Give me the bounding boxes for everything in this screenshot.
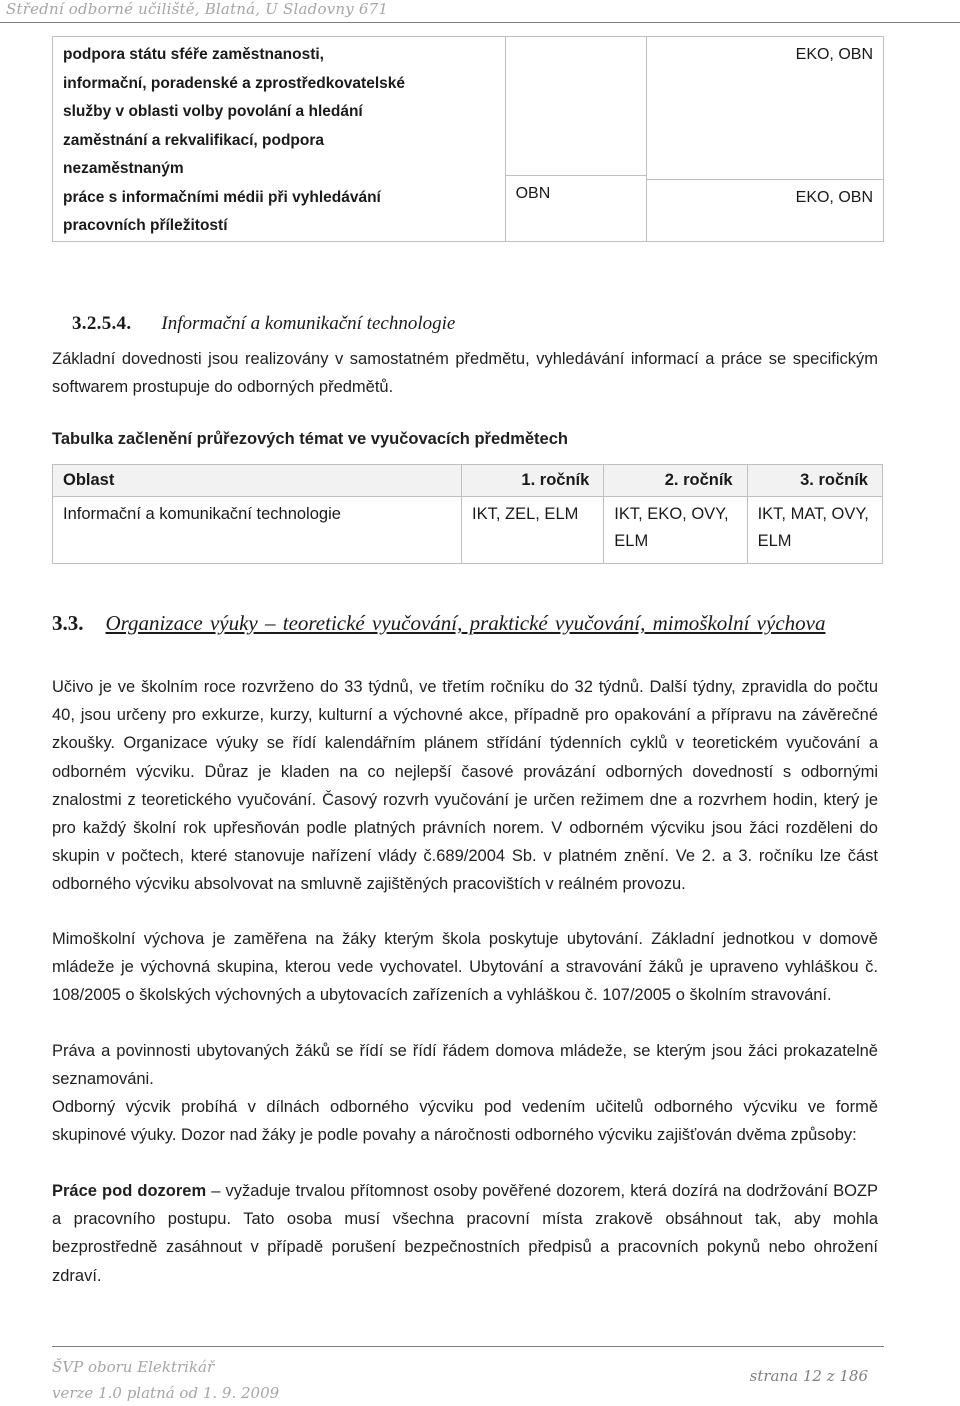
table-cell: Informační a komunikační technologie (53, 497, 462, 564)
section-number: 3.3. (52, 611, 84, 635)
section-title: Informační a komunikační technologie (161, 313, 456, 334)
paragraph-ict: Základní dovednosti jsou realizovány v samostatném předmětu, vyhledávání informací a práce se specifickým softwarem prostupuje do odborných předmětů. (52, 350, 878, 397)
table-header-cell: Oblast (53, 465, 462, 497)
table-top-mid-cell (505, 37, 646, 242)
table-top-r2c2: OBN (515, 185, 551, 202)
header-school-name: Střední odborné učiliště, Blatná, U Sladovny 671 (6, 0, 389, 18)
table-row (53, 497, 883, 564)
table-cell: IKT, ZEL, ELM (462, 497, 604, 564)
section-number: 3.2.5.4. (72, 313, 132, 334)
table-top-line: nezaměstnaným (63, 160, 184, 177)
table-top-line: podpora státu sféře zaměstnanosti, (63, 46, 324, 63)
supervision-term: Práce pod dozorem (52, 1182, 207, 1200)
table-themes (52, 464, 883, 564)
table-top-r2c3: EKO, OBN (795, 189, 873, 206)
table-top-left-cell (53, 37, 506, 242)
paragraph-rights: Práva a povinnosti ubytovaných žáků se řídí se řídí řádem domova mládeže, se kterým jsou žáci prokazatelně seznamováni. (52, 1042, 878, 1089)
page-header (0, 0, 960, 23)
footer-left (52, 1354, 279, 1406)
table-top-line: služby v oblasti volby povolání a hledání (63, 103, 363, 120)
table-header-cell: 2. ročník (604, 465, 747, 497)
section-heading-33 (52, 609, 884, 637)
table-header-row (53, 465, 883, 497)
paragraph-training: Odborný výcvik probíhá v dílnách odborného výcviku pod vedením učitelů odborného výcviku ve formě skupinové výuky. Dozor nad žáky je podle povahy a náročnosti odborného výcviku zajišťován dvěma způsoby: (52, 1098, 878, 1145)
paragraph-extracurricular: Mimoškolní výchova je zaměřena na žáky kterým škola poskytuje ubytování. Základní jednotkou v domově mládeže je výchovná skupina, kterou vede vychovatel. Ubytování a stravování žáků je upraveno vyhláškou č. 108/2005 o školských výchovných a ubytovacích zařízeních a vyhláškou č. 107/2005 o školním stravování. (52, 930, 878, 1005)
table-top-line: zaměstnání a rekvalifikací, podpora (63, 131, 325, 149)
footer-page-number: strana 12 z 186 (749, 1367, 868, 1385)
table-cell: IKT, EKO, OVY, ELM (604, 497, 747, 564)
table-top-line: pracovních příležitostí (63, 217, 228, 234)
table-top-line: informační, poradenské a zprostředkovatelské (63, 74, 405, 92)
table-caption: Tabulka začlenění průřezových témat ve vyučovacích předmětech (52, 430, 568, 448)
table-top-r1c3: EKO, OBN (647, 37, 883, 180)
footer-divider (52, 1346, 884, 1347)
table-top-right-cell (646, 37, 883, 242)
footer-program: ŠVP oboru Elektrikář (52, 1358, 215, 1376)
section-heading-3254 (72, 313, 455, 335)
table-top (52, 36, 884, 242)
table-cell: IKT, MAT, OVY, ELM (747, 497, 882, 564)
footer-version: verze 1.0 platná od 1. 9. 2009 (52, 1384, 280, 1402)
paragraph-supervision (52, 1177, 878, 1290)
table-header-cell: 1. ročník (462, 465, 604, 497)
paragraph-organization: Učivo je ve školním roce rozvrženo do 33 týdnů, ve třetím ročníku do 32 týdnů. Další týdny, zpravidla do počtu 40, jsou určeny pro exkurze, kurzy, kulturní a výchovné akce, případně pro opakování a přípravu na závěrečné zkoušky. Organizace výuky se řídí kalendářním plánem střídání týdenních cyklů v teoretickém vyučování a odborném výcviku. Důraz je kladen na co nejlepší časové provázání odborných dovedností s odbornými znalostmi z teoretického vyučování. Časový rozvrh vyučování je určen režimem dne a rozvrhem hodin, který je pro každý školní rok upřesňován podle platných právních norem. V odborném výcviku jsou žáci rozděleni do skupin v počtech, které stanovuje nařízení vlády č.689/2004 Sb. v platném znění. Ve 2. a 3. ročníku lze část odborného výcviku absolvovat na smluvně zajištěných pracovištích v reálném provozu. (52, 678, 878, 894)
section-title: Organizace výuky – teoretické vyučování, praktické vyučování, mimoškolní výchova (105, 611, 826, 635)
table-header-cell: 3. ročník (747, 465, 882, 497)
supervision-text: – vyžaduje trvalou přítomnost osoby pověřené dozorem, která dozírá na dodržování BOZP a pracovního postupu. Tato osoba musí všechna pracovní místa zrakově obsáhnout tak, aby mohla bezprostředně zasáhnout v případě porušení bezpečnostních předpisů a pracovních pokynů nebo ohrožení zdraví. (52, 1182, 878, 1285)
table-top-line: práce s informačními médii při vyhledávání (63, 188, 381, 206)
